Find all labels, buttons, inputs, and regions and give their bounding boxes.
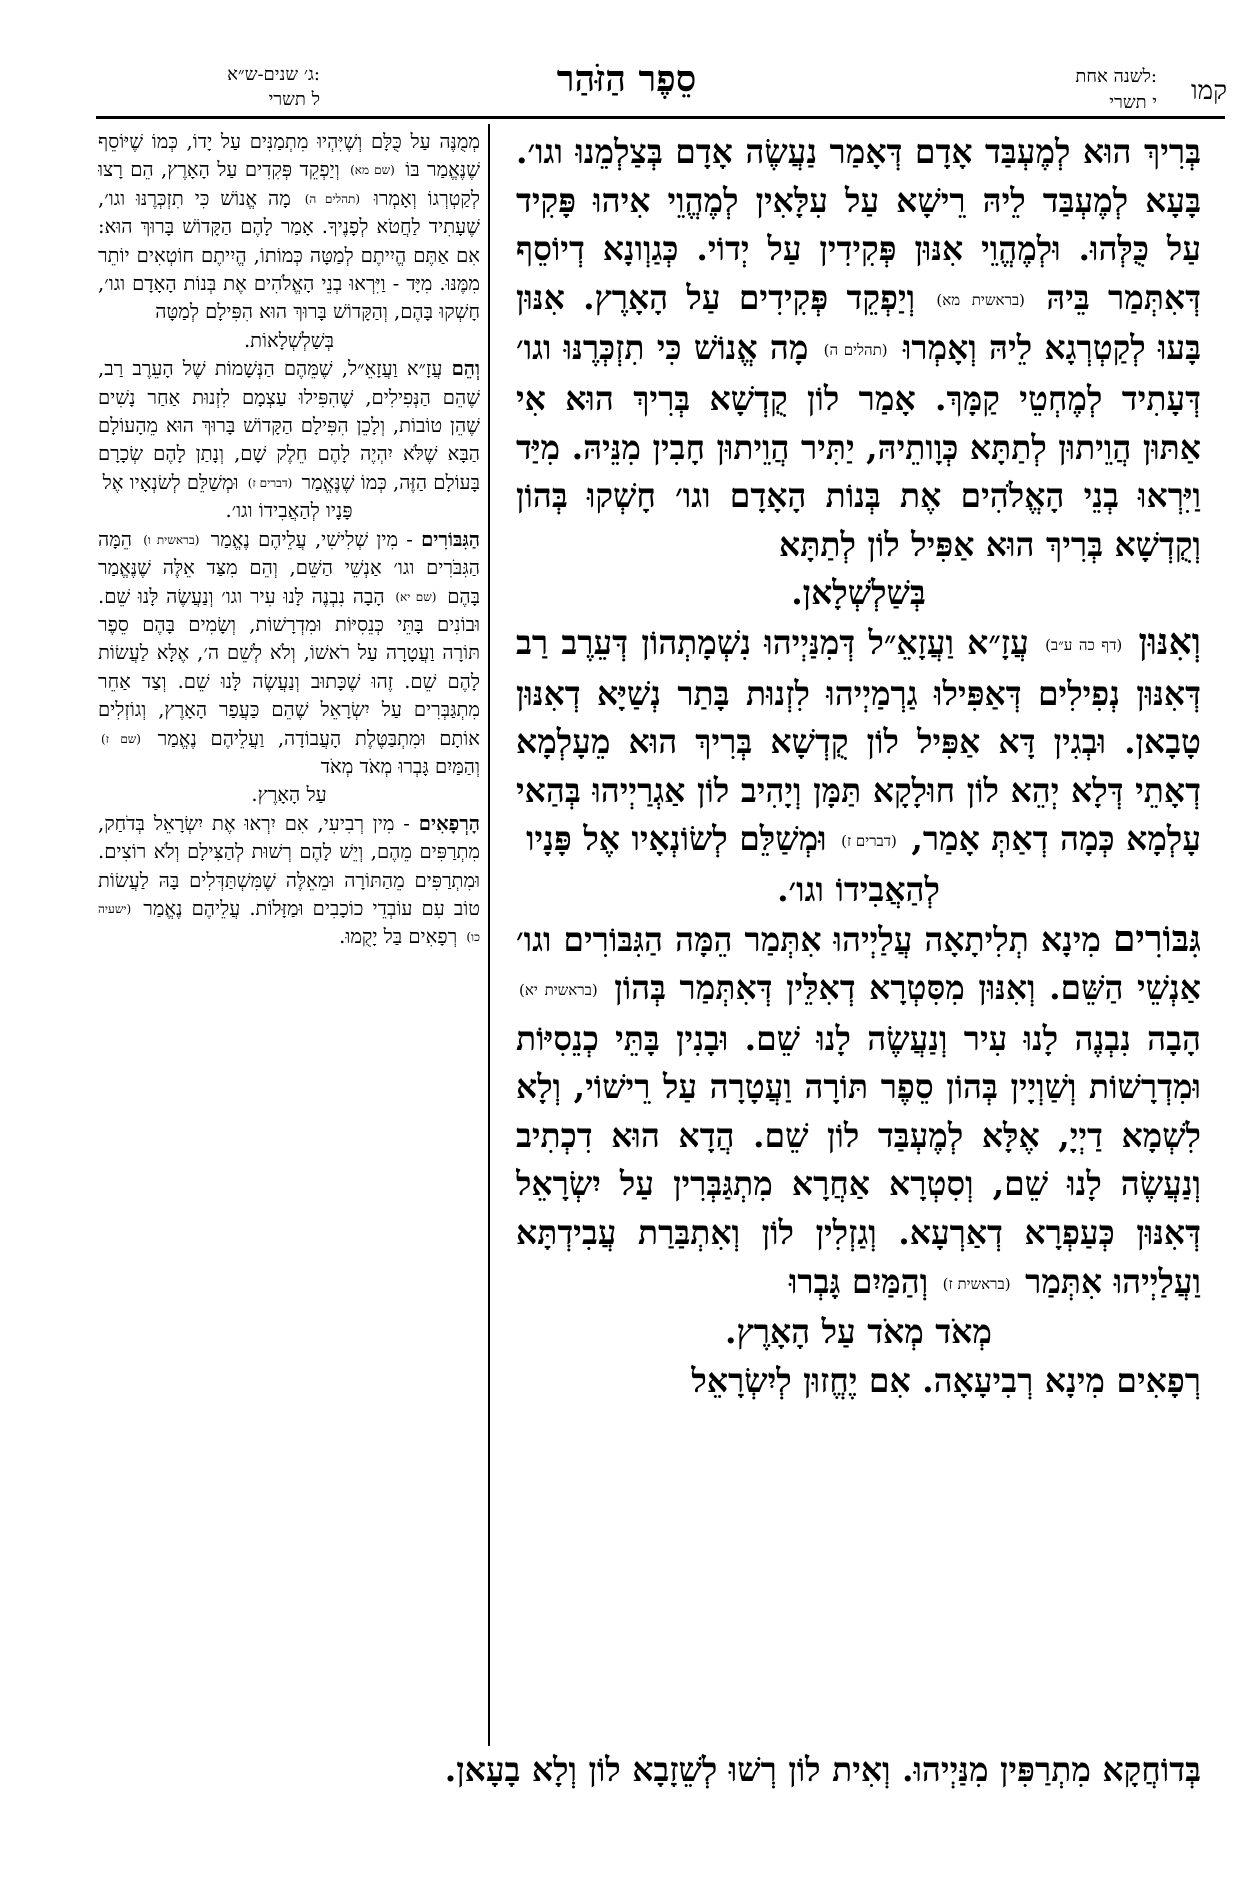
commentary-text: הָבָה נִבְנֶה לָּנוּ עִיר וגו׳ וְנַעֲשֶׂה לָּנוּ שֵׁם. וּבוֹנִים בָּתֵּי כְּנֵסִיּוֹת וּמִדְרָשׁוֹת, וְשָׂמִים בָּהֶם סֵפֶר תּוֹרָה וַעֲטָרָה עַל רֹאשׁוֹ, וְלֹא לְשֵׁם ה׳, אֶלָּא לַעֲשׂוֹת לָהֶם שֵׁם. זֶהוּ שֶׁכָּתוּב וְנַעֲשֶׂה לָּנוּ שֵׁם. וְצַד אַחֵר מִתְגַּבְּרִים עַל יִשְׂרָאֵל שֶׁהֵם כַּעֲפַר הָאָרֶץ, וְגוֹזְלִים אוֹתָם וּמִתְבַּטֶּלֶת הָעֲבוֹדָה, וַעֲלֵיהֶם נֶאֱמַר	[98, 584, 480, 750]
commentary-opening-word: וְהֵם	[451, 357, 480, 381]
main-paragraph-4: רְפָאִים מִינָא רְבִיעָאָה. אִם יֶחֱזוּן לְיִשְׂרָאֵל	[691, 1360, 1201, 1400]
main-paragraph-2-end: לְהַאֲבִידוֹ וגו׳.	[777, 869, 940, 909]
commentary-text: - מִין שְׁלִישִׁי, עֲלֵיהֶם נֶאֱמַר	[210, 527, 413, 551]
verse-reference: (דברים ז)	[247, 475, 293, 490]
verse-reference: (תהלים ה)	[304, 191, 360, 206]
main-paragraph-1	[516, 128, 1201, 569]
commentary-paragraph-1-end: בְּשַׁלְשְׁלָאוֹת.	[243, 328, 335, 352]
main-text: בְּרִיךְ הוּא לְמֶעְבַּד אָדָם דְּאָמַר נַעֲשֶׂה אָדָם בְּצַלְמֵנוּ וגו׳. בָּעָא לְמֶעְבַּד לֵיהּ רֵישָׁא עַל עִלָּאִין לְמֶהֱוֵי אִיהוּ פָּקִיד עַל כֻּלְּהוּ. וּלְמֶהֱוֵי אִנּוּן פְּקִידִין עַל יְדוֹי. כְּגַוְונָא דְיוֹסֵף דְּאִתְּמַר בֵּיהּ	[516, 132, 1201, 317]
main-text: מָה אֱנוֹשׁ כִּי תִזְכְּרֶנּוּ וגו׳ דְּעָתִיד לְמֶחְטֵי קַמָּךְ. אָמַר לוֹן קֻדְשָׁא בְּרִיךְ הוּא אִי אַתּוּן הֲוֵיתוּן לְתַתָּא כְּוָותֵיהּ, יַתִּיר הֲוֵיתוּן חָבִין מִנֵּיהּ. מִיַּד וַיִּרְאוּ בְנֵי הָאֱלֹהִים אֶת בְּנוֹת הָאָדָם וגו׳ חָשְׁקוּ בְּהוֹן וְקֻדְשָׁא בְּרִיךְ הוּא אַפִּיל לוֹן לְתַתָּא	[516, 328, 1201, 564]
header-left-line2: ל תשרי	[268, 89, 320, 110]
commentary-paragraph-1	[98, 128, 480, 327]
commentary-text: וְהַמַּיִם גָּבְרוּ מְאֹד מְאֹד	[320, 754, 480, 778]
bottom-line: בְּדוֹחֲקָא מִתְרַפִּין מִנַּיְיהוּ. וְאִית לוֹן רְשׁוּ לְשֵׁזָבָא לוֹן וְלָא בָעָאן.	[444, 1750, 1201, 1789]
commentary-text: וְיַפְקֵד פְּקִדִים עַל הָאָרֶץ, הֵם רָצוּ לְקַטְרְגוֹ וְאָמְרוּ	[98, 158, 480, 210]
verse-reference: (בראשית יא)	[519, 981, 598, 1000]
header-left	[100, 64, 320, 110]
main-paragraph-1-end: בְּשַׁלְשְׁלָאן.	[791, 573, 926, 613]
main-text: מִינָא תְלִיתָאָה עֲלַיְיהוּ אִתְּמַר הֵמָּה	[675, 919, 1101, 959]
commentary-text: מָה אֱנוֹשׁ כִּי תִזְכְּרֶנּוּ וגו׳, שֶׁעָתִיד לַחֲטֹא לְפָנֶיךָ. אָמַר לָהֶם הַקָּדוֹשׁ בָּרוּךְ הוּא: אִם אַתֶּם הֱיִיתֶם לְמַטָּה כְּמוֹתוֹ, הֱיִיתֶם חוֹטְאִים יוֹתֵר מִמֶּנּוּ. מִיָּד - וַיִּרְאוּ בְנֵי הָאֱלֹהִים אֶת בְּנוֹת הָאָדָם וגו׳, חָשְׁקוּ בָּהֶם, וְהַקָּדוֹשׁ בָּרוּךְ הוּא הִפִּילָם לְמַטָּה	[98, 186, 480, 324]
commentary-text: - מִין רְבִיעִי, אִם יִרְאוּ אֶת יִשְׂרָאֵל בְּדֹחַק, מִתְרַפִּים מֵהֶם, וְיֵשׁ לָהֶם רְשׁוּת לְהַצִּילָם וְלֹא רוֹצִים. וּמִתְרַפִּים מֵהַתּוֹרָה וּמֵאֵלֶּה שֶׁמִּשְׁתַּדְּלִים בָּהּ לַעֲשׂוֹת טוֹב עִם עוֹבְדֵי כוֹכָבִים וּמַזָּלוֹת. עֲלֵיהֶם נֶאֱמַר	[98, 811, 480, 920]
paragraph-opening-word: גִּבּוֹרִים	[1112, 917, 1201, 960]
header-rule	[96, 116, 1225, 119]
commentary-text: הֵמָּה הַגִּבֹּרִים וגו׳ אַנְשֵׁי הַשֵּׁם, וְהֵם מִצַּד אֵלֶּה שֶׁנֶּאֱמַר בָּהֶם	[98, 527, 480, 608]
column-divider	[488, 124, 490, 1746]
main-text: הַגִּבּוֹרִים וגו׳ אַנְשֵׁי הַשֵּׁם. וְאִנּוּן מִסִּטְרָא דְאִלֵּין דְּאִתְּמַר בְּהוֹן	[516, 919, 1201, 1008]
header-left-line1: ג׳ שנים-ש״א:	[227, 64, 320, 85]
main-text: וְהַמַּיִם גָּבְרוּ	[788, 1261, 929, 1301]
main-paragraph-3	[516, 915, 1201, 1309]
commentary-paragraph-2	[98, 355, 480, 497]
paragraph-opening-word: וְאִנּוּן	[1138, 620, 1201, 663]
main-text: וְיַפְקֵד פְּקִידִים עַל הָאָרֶץ. אִנּוּן בָּעוּ לְקַטְרְגָא לֵיהּ וְאָמְרוּ	[516, 277, 1201, 368]
commentary-column	[98, 128, 480, 1748]
book-title: סֵפֶר הַזֹּהַר	[556, 58, 697, 100]
main-text: עֲזָ״א וַעֲזָאֵ״ל דְּמִנַּיְיהוּ	[764, 622, 1029, 662]
commentary-opening-word: הַגִּבּוֹרִים	[421, 527, 480, 551]
verse-reference: (בראשית ו)	[143, 532, 200, 547]
page-number: קמו	[1191, 76, 1227, 106]
verse-reference: (שם יא)	[395, 589, 437, 604]
commentary-paragraph-3	[98, 526, 480, 782]
full-width-bottom-text	[98, 1746, 1201, 1856]
main-text: נִשְׁמָתְהוֹן דְּעֵרֶב רַב דְּאִנּוּן נְפִילִים דְּאַפִּילוּ גַרְמַיְיהוּ לִזְנוּת בָּתַר נְשַׁיָּא דְאִנּוּן טָבָאן. וּבְגִין דָּא אַפִּיל לוֹן קֻדְשָׁא בְּרִיךְ הוּא מֵעָלְמָא דְאָתֵי דְּלָא יְהֵא לוֹן חוּלָקָא תַּמָּן וְיָהִיב לוֹן אַגְרַיְיהוּ בְּהַאי עָלְמָא כְּמָה דְאַתְּ אָמַר,	[516, 622, 1201, 859]
main-paragraph-3-end: מְאֹד מְאֹד עַל הָאָרֶץ.	[725, 1312, 992, 1352]
verse-reference: (דברים ז)	[841, 832, 897, 851]
header-right-line1: לשנה אחת:	[1075, 66, 1157, 87]
main-text: וּמְשַׁלֵּם לְשׂוֹנְאָיו אֶל פָּנָיו	[526, 819, 827, 859]
commentary-text: עֲזָ״א וַעֲזָאֵ״ל, שֶׁמֵּהֶם הַנְּשָׁמוֹת שֶׁל הָעֵרֶב רַב, שֶׁהֵם הַנְּפִילִים, שֶׁהִפִּילוּ עַצְמָם לִזְנוּת אַחַר נָשִׁים שֶׁהֵן טוֹבוֹת, וְלָכֵן הִפִּילָם הַקָּדוֹשׁ בָּרוּךְ הוּא מֵהָעוֹלָם הַבָּא שֶׁלֹּא יִהְיֶה לָהֶם חֵלֶק שָׁם, וְנָתַן לָהֶם שְׂכָרָם בָּעוֹלָם הַזֶּה, כְּמוֹ שֶׁנֶּאֱמַר	[98, 357, 480, 494]
verse-reference: (שם מא)	[350, 163, 395, 178]
commentary-paragraph-3-end: עַל הָאָרֶץ.	[251, 783, 327, 807]
verse-reference: (תהלים ה)	[823, 341, 888, 360]
commentary-text: וּמְשַׁלֵּם לְשׂנְאָיו אֶל	[102, 470, 239, 494]
header-right-line2: י תשרי	[1109, 92, 1157, 113]
commentary-paragraph-2-end: פָּנָיו לְהַאֲבִידוֹ וגו׳.	[225, 499, 353, 523]
verse-reference: (ישעיה כו)	[98, 901, 480, 945]
verse-reference: (בראשית ז)	[942, 1274, 1011, 1293]
main-paragraph-2	[516, 618, 1201, 866]
folio-reference: (דף כה ע״ב)	[1045, 635, 1123, 654]
commentary-opening-word: הָרְפָאִים	[418, 811, 480, 835]
main-text-column	[516, 128, 1201, 1748]
verse-reference: (שם ז)	[101, 731, 141, 746]
commentary-text: מְמֻנֶּה עַל כֻּלָּם וְשֶׁיִּהְיוּ מִתְמַנִּים עַל יָדוֹ, כְּמוֹ שֶׁיּוֹסֵף שֶׁנֶּאֱמַר בּוֹ	[98, 130, 480, 182]
verse-reference: (בראשית מא)	[936, 290, 1025, 309]
commentary-text: רְפָאִים בַּל יָקֻמוּ.	[339, 925, 458, 949]
main-text: הָבָה נִבְנֶה לָנוּ עִיר וְנַעֲשֶׂה לָנוּ שֵׁם. וּבָנִין בָּתֵּי כְנֵסִיּוֹת וּמִדְרָשׁוֹת וְשַׁוְיָין בְּהוֹן סֵפֶר תּוֹרָה וַעֲטָרָה עַל רֵישׁוֹי, וְלָא לִשְׁמָא דַיְיָ, אֶלָּא לְמֶעְבַּד לוֹן שֵׁם. הֲדָא הוּא דִכְתִיב וְנַעֲשֶׂה לָנוּ שֵׁם, וְסִטְרָא אַחֲרָא מִתְגַּבְּרִין עַל יִשְׂרָאֵל דְּאִנּוּן כְּעַפְרָא דְאַרְעָא. וְגַזְלִין לוֹן וְאִתְבַּרַת עֲבִידְתָּא וַעֲלַיְיהוּ אִתְּמַר	[516, 1018, 1201, 1301]
commentary-paragraph-4	[98, 810, 480, 952]
